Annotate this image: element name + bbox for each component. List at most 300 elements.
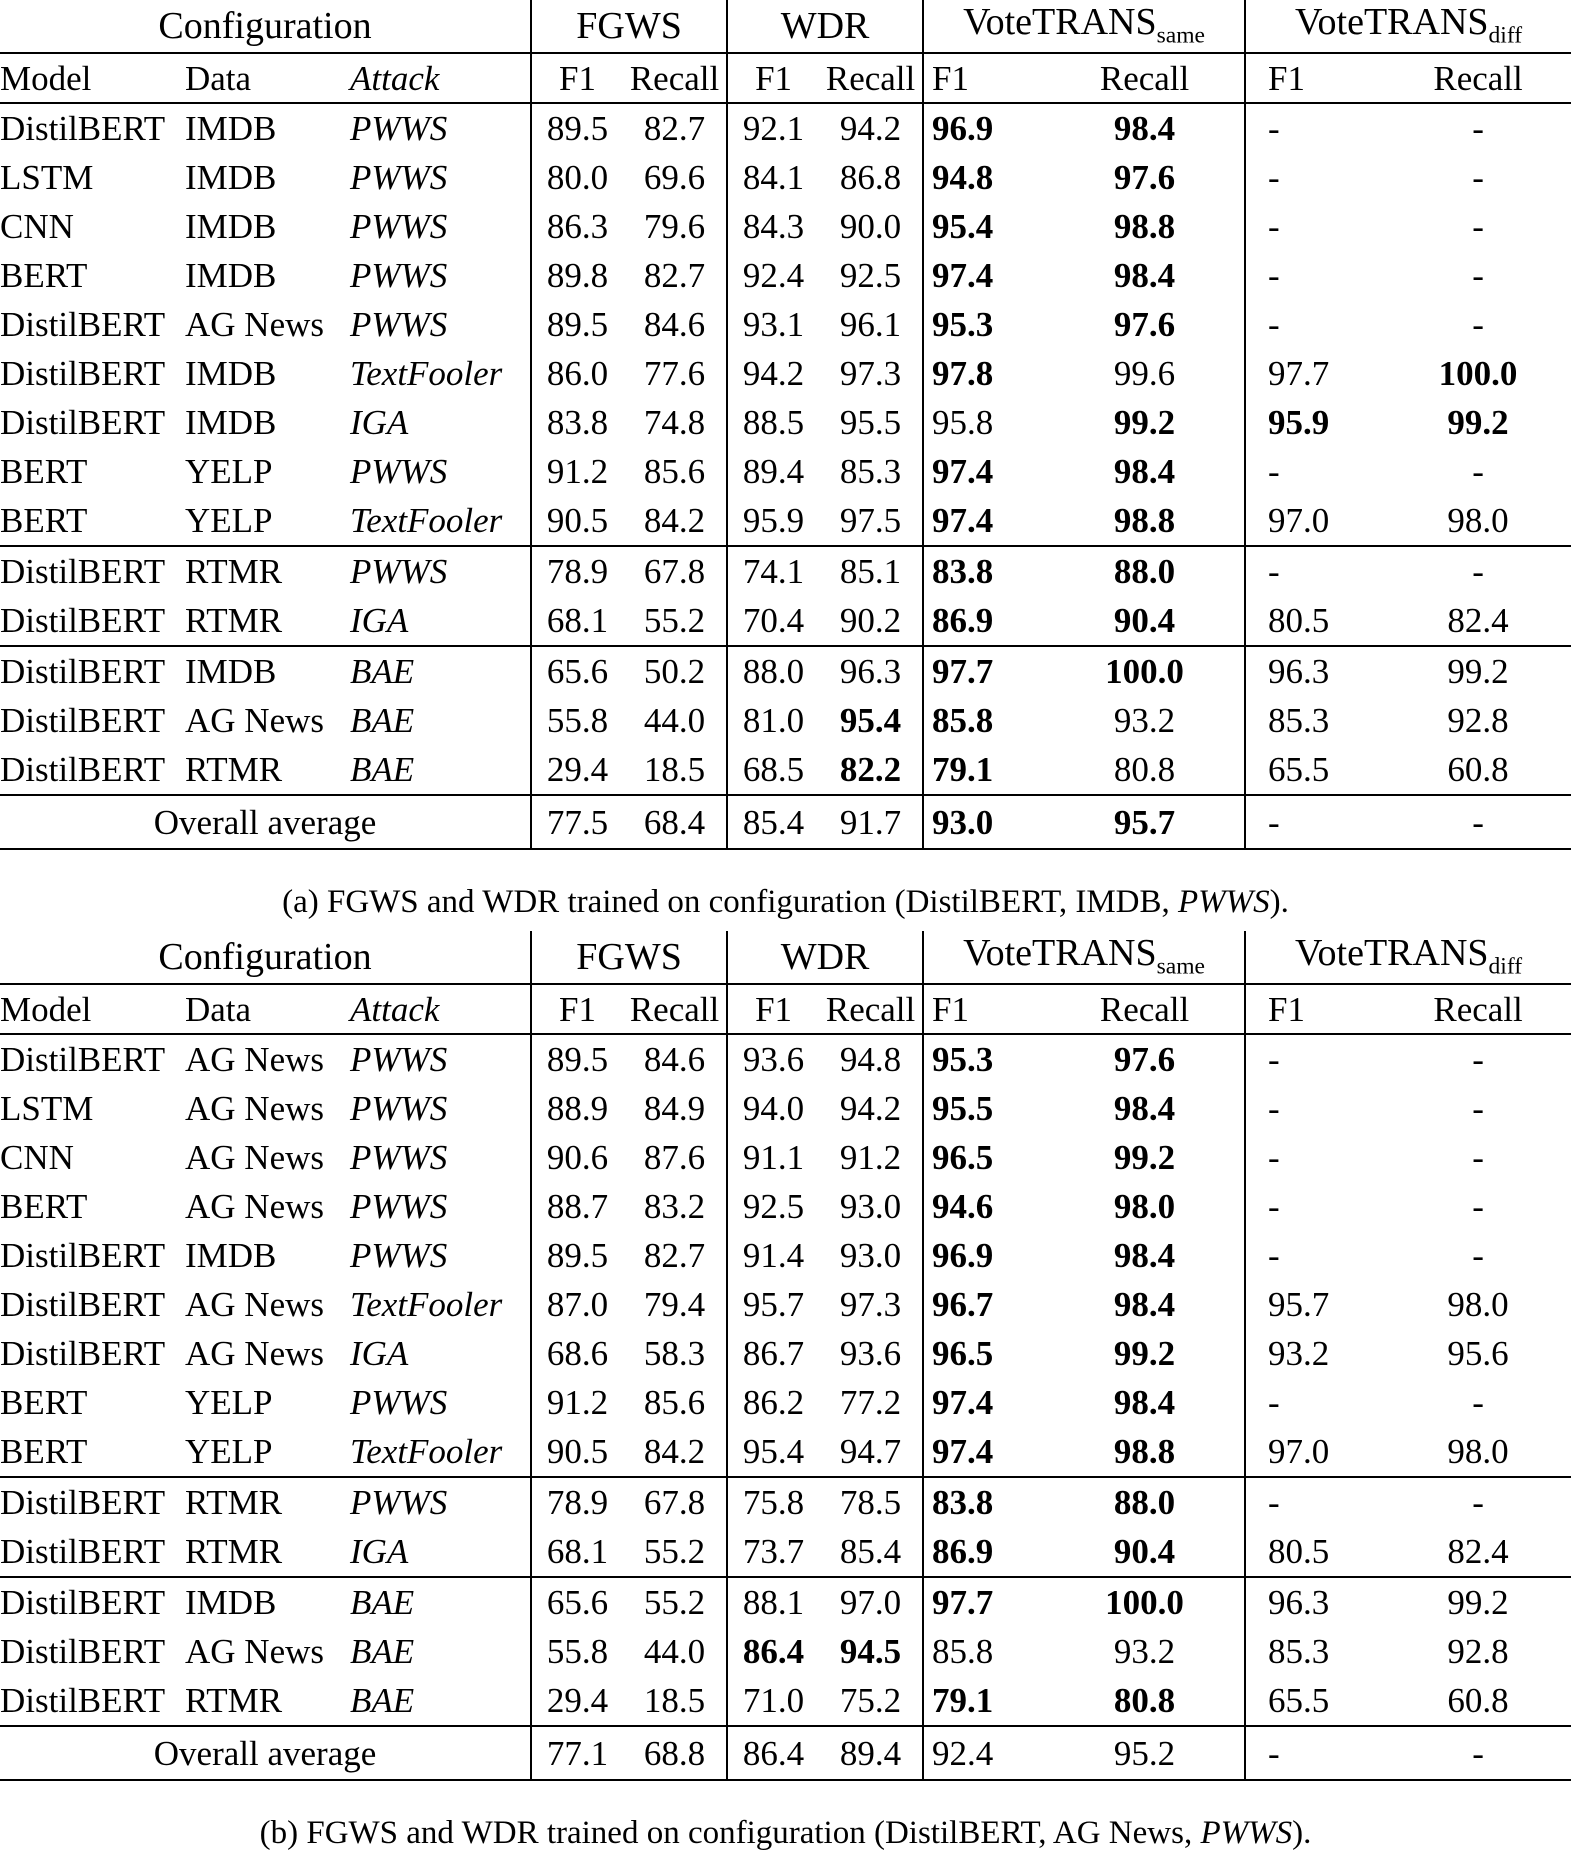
header-votetrans-diff-base: VoteTRANS [1294,932,1489,975]
cell-vtd-f1: - [1245,1182,1385,1231]
cell-data: YELP [185,1383,273,1422]
cell-attack: PWWS [350,552,448,591]
table-row [0,1133,1571,1182]
cell-vtd-f1: - [1245,153,1385,202]
table-row [0,1231,1571,1280]
avg-vts-f1: 92.4 [923,1726,1045,1780]
overall-average-label: Overall average [0,1726,531,1780]
cell-fgws-recall: 84.6 [623,1034,727,1084]
header-vtd-recall: Recall [1385,984,1571,1034]
cell-vtd-f1: 96.3 [1245,1577,1385,1627]
cell-model: DistilBERT [0,305,166,344]
cell-wdr-f1: 94.0 [727,1084,819,1133]
cell-vtd-f1: - [1245,546,1385,596]
cell-vts-f1: 95.5 [923,1084,1045,1133]
cell-fgws-recall: 18.5 [623,1676,727,1726]
cell-vts-recall: 99.2 [1113,1334,1176,1373]
table-row [0,1427,1571,1477]
cell-wdr-recall: 91.2 [839,1138,902,1177]
header-votetrans-same-sub: same [1156,954,1206,981]
cell-attack: BAE [350,1583,415,1622]
cell-wdr-f1: 93.1 [727,300,819,349]
cell-attack: IGA [350,1334,409,1373]
table-row [0,1329,1571,1378]
cell-vts-f1: 95.3 [923,300,1045,349]
caption-prefix: (a) FGWS and WDR trained on configuration (DistilBERT, IMDB, [282,884,1179,920]
cell-vtd-recall: 99.2 [1447,403,1509,442]
cell-attack: BAE [350,1632,415,1671]
cell-vtd-f1: 85.3 [1245,696,1385,745]
header-data: Data [185,984,350,1034]
cell-fgws-f1: 90.6 [531,1133,623,1182]
cell-vtd-recall: - [1472,1383,1484,1422]
cell-wdr-f1: 81.0 [727,696,819,745]
avg-wdr-recall: 89.4 [819,1726,923,1780]
cell-attack: PWWS [350,256,448,295]
cell-wdr-f1: 84.1 [727,153,819,202]
cell-fgws-f1: 89.5 [531,103,623,153]
cell-model: DistilBERT [0,596,185,646]
table-row [0,1182,1571,1231]
avg-wdr-f1: 86.4 [727,1726,819,1780]
cell-attack: PWWS [350,305,448,344]
cell-attack: IGA [350,403,409,442]
cell-model: DistilBERT [0,1483,166,1522]
cell-fgws-recall: 82.7 [643,256,706,295]
cell-vtd-recall: 99.2 [1447,652,1509,691]
cell-vts-recall: 80.8 [1045,745,1245,795]
table-row [0,251,1571,300]
cell-model: BERT [0,1427,185,1477]
caption-suffix: ). [1292,1815,1312,1851]
cell-model: CNN [0,1138,74,1177]
cell-fgws-recall: 84.9 [643,1089,706,1128]
cell-attack: TextFooler [350,1285,503,1324]
cell-wdr-recall: 86.8 [839,158,902,197]
table-row [0,696,1571,745]
cell-vts-recall: 100.0 [1105,652,1184,691]
header-fgws: FGWS [531,931,727,984]
table-row [0,398,1571,447]
avg-wdr-f1: 85.4 [727,795,819,849]
avg-vts-f1: 93.0 [923,795,1045,849]
header-votetrans-same-base: VoteTRANS [963,932,1157,975]
cell-vtd-recall: - [1472,452,1484,491]
header-votetrans-diff [1245,0,1571,53]
header-vts-recall: Recall [1045,984,1245,1034]
cell-fgws-f1: 68.1 [531,596,623,646]
header-wdr: WDR [727,0,923,53]
cell-vtd-recall: 99.2 [1447,1583,1509,1622]
cell-data: AG News [185,305,325,344]
table-a [0,0,1571,850]
cell-attack: PWWS [350,1138,448,1177]
cell-wdr-f1: 68.5 [727,745,819,795]
cell-model: DistilBERT [0,403,166,442]
cell-data: RTMR [185,596,350,646]
cell-fgws-recall: 44.0 [643,1632,706,1671]
cell-model: BERT [0,1187,88,1226]
cell-vtd-recall: - [1472,1236,1484,1275]
cell-vts-f1: 96.5 [923,1133,1045,1182]
cell-wdr-f1: 88.1 [727,1577,819,1627]
cell-vts-recall: 98.4 [1045,103,1245,153]
cell-vts-f1: 95.3 [923,1034,1045,1084]
header-votetrans-diff [1245,931,1571,984]
cell-wdr-recall: 97.5 [819,496,923,546]
cell-vtd-f1: - [1245,447,1385,496]
caption-attack-name: PWWS [1200,1815,1293,1851]
cell-vts-recall: 80.8 [1045,1676,1245,1726]
cell-model: DistilBERT [0,1285,166,1324]
cell-model: DistilBERT [0,1334,166,1373]
cell-wdr-recall: 96.1 [839,305,902,344]
cell-attack: TextFooler [350,354,503,393]
cell-vts-f1: 83.8 [923,546,1045,596]
header-data: Data [185,53,350,103]
table-row [0,1627,1571,1676]
cell-wdr-f1: 84.3 [727,202,819,251]
avg-vtd-f1: - [1245,1726,1385,1780]
cell-model: BERT [0,256,88,295]
header-votetrans-same [923,931,1245,984]
table-row [0,1084,1571,1133]
cell-wdr-f1: 91.1 [727,1133,819,1182]
cell-wdr-recall: 92.5 [839,256,902,295]
cell-attack: PWWS [350,1089,448,1128]
cell-wdr-recall: 94.2 [839,1089,902,1128]
table-row [0,1527,1571,1577]
cell-vts-recall: 88.0 [1113,552,1176,591]
table-body [0,1034,1571,1780]
cell-fgws-f1: 83.8 [531,398,623,447]
cell-data: IMDB [185,158,277,197]
cell-vtd-recall: - [1472,256,1484,295]
cell-fgws-f1: 78.9 [531,546,623,596]
cell-data: IMDB [185,403,277,442]
cell-data: YELP [185,1427,350,1477]
overall-average-row [0,795,1571,849]
cell-vts-recall: 98.4 [1113,1089,1176,1128]
cell-model: DistilBERT [0,1676,185,1726]
cell-data: RTMR [185,1483,283,1522]
cell-vtd-f1: - [1245,103,1385,153]
cell-vts-recall: 88.0 [1113,1483,1176,1522]
table-row [0,596,1571,646]
cell-data: IMDB [185,256,277,295]
cell-wdr-recall: 94.8 [819,1034,923,1084]
cell-data: AG News [185,1334,325,1373]
table-header [0,931,1571,1034]
header-vtd-f1: F1 [1245,53,1385,103]
overall-average-row [0,1726,1571,1780]
cell-fgws-f1: 89.5 [531,300,623,349]
avg-vtd-recall: - [1385,795,1571,849]
cell-vts-recall: 98.4 [1113,1285,1176,1324]
cell-vts-f1: 85.8 [923,696,1045,745]
avg-wdr-recall: 91.7 [819,795,923,849]
cell-vts-recall: 98.4 [1113,452,1176,491]
cell-model: BERT [0,496,185,546]
cell-wdr-recall: 93.0 [839,1236,902,1275]
cell-fgws-f1: 65.6 [531,646,623,696]
cell-vtd-recall: - [1472,1187,1484,1226]
cell-vtd-recall: - [1385,1034,1571,1084]
cell-data: RTMR [185,745,350,795]
header-fgws: FGWS [531,0,727,53]
cell-fgws-f1: 78.9 [531,1477,623,1527]
cell-vtd-recall: 60.8 [1385,1676,1571,1726]
avg-fgws-recall: 68.8 [623,1726,727,1780]
cell-model: DistilBERT [0,1236,166,1275]
cell-model: DistilBERT [0,354,166,393]
cell-vtd-recall: - [1472,207,1484,246]
cell-data: AG News [185,1285,325,1324]
cell-wdr-recall: 93.6 [839,1334,902,1373]
header-vts-f1: F1 [923,53,1045,103]
cell-model: DistilBERT [0,103,185,153]
table-b [0,931,1571,1781]
cell-vts-recall: 97.6 [1113,305,1176,344]
cell-fgws-recall: 84.2 [623,496,727,546]
cell-vts-recall: 97.6 [1113,158,1176,197]
cell-data: IMDB [185,652,277,691]
cell-vtd-recall: - [1472,552,1484,591]
cell-vts-f1: 97.4 [923,1427,1045,1477]
cell-wdr-f1: 92.1 [727,103,819,153]
cell-vts-recall: 90.4 [1045,596,1245,646]
cell-fgws-f1: 29.4 [531,1676,623,1726]
cell-data: RTMR [185,552,283,591]
cell-fgws-f1: 91.2 [531,1378,623,1427]
cell-vts-f1: 86.9 [923,1527,1045,1577]
cell-wdr-f1: 88.5 [727,398,819,447]
cell-model: DistilBERT [0,1527,185,1577]
cell-fgws-recall: 50.2 [643,652,706,691]
cell-wdr-f1: 86.7 [727,1329,819,1378]
cell-attack: PWWS [350,207,448,246]
cell-fgws-recall: 79.4 [643,1285,706,1324]
cell-fgws-f1: 68.1 [531,1527,623,1577]
cell-vtd-f1: 80.5 [1245,596,1385,646]
cell-wdr-recall: 78.5 [839,1483,902,1522]
cell-fgws-f1: 90.5 [531,496,623,546]
header-votetrans-diff-base: VoteTRANS [1294,1,1489,44]
cell-vtd-recall: 92.8 [1447,1632,1509,1671]
cell-attack: BAE [350,1676,531,1726]
table-row [0,1034,1571,1084]
cell-vtd-f1: 97.0 [1245,1427,1385,1477]
cell-wdr-f1: 71.0 [727,1676,819,1726]
header-wdr-f1: F1 [727,53,819,103]
cell-model: CNN [0,207,74,246]
cell-fgws-recall: 67.8 [643,1483,706,1522]
table-row [0,646,1571,696]
cell-vts-f1: 85.8 [923,1627,1045,1676]
table-row [0,300,1571,349]
header-fgws-recall: Recall [623,984,727,1034]
cell-vts-f1: 96.7 [923,1280,1045,1329]
cell-model: BERT [0,1383,88,1422]
caption-suffix: ). [1269,884,1289,920]
cell-fgws-f1: 89.5 [531,1231,623,1280]
cell-attack: TextFooler [350,496,531,546]
cell-fgws-recall: 84.6 [643,305,706,344]
cell-data: RTMR [185,1676,350,1726]
table-caption [0,850,1571,931]
cell-fgws-f1: 86.0 [531,349,623,398]
header-wdr-recall: Recall [819,984,923,1034]
caption-attack-name: PWWS [1178,884,1270,920]
cell-vtd-recall: 82.4 [1385,596,1571,646]
cell-wdr-recall: 90.2 [819,596,923,646]
header-fgws-f1: F1 [531,53,623,103]
cell-vts-f1: 96.9 [923,1231,1045,1280]
cell-model: LSTM [0,158,94,197]
cell-wdr-recall: 97.3 [839,354,902,393]
avg-vtd-f1: - [1245,795,1385,849]
cell-model: LSTM [0,1089,94,1128]
cell-vtd-recall: - [1472,158,1484,197]
cell-model: DistilBERT [0,652,166,691]
cell-fgws-f1: 89.8 [531,251,623,300]
table-row [0,447,1571,496]
cell-wdr-f1: 86.2 [727,1378,819,1427]
overall-average-label: Overall average [0,795,531,849]
cell-wdr-recall: 95.5 [839,403,902,442]
cell-data: YELP [185,452,273,491]
cell-wdr-f1: 93.6 [727,1034,819,1084]
cell-vts-recall: 98.8 [1113,207,1176,246]
cell-vtd-f1: - [1245,1034,1385,1084]
cell-data: AG News [185,1187,325,1226]
cell-fgws-f1: 87.0 [531,1280,623,1329]
cell-model: DistilBERT [0,552,166,591]
header-configuration: Configuration [158,936,372,978]
cell-vts-recall: 99.6 [1113,354,1176,393]
header-sub-row [0,984,1571,1034]
cell-vts-recall: 99.2 [1113,403,1176,442]
cell-fgws-f1: 29.4 [531,745,623,795]
cell-fgws-f1: 65.6 [531,1577,623,1627]
cell-fgws-recall: 87.6 [643,1138,706,1177]
cell-model: DistilBERT [0,745,185,795]
cell-fgws-recall: 69.6 [643,158,706,197]
cell-fgws-recall: 55.2 [623,596,727,646]
cell-data: IMDB [185,354,277,393]
cell-attack: PWWS [350,1383,448,1422]
header-wdr-f1: F1 [727,984,819,1034]
header-vtd-f1: F1 [1245,984,1385,1034]
cell-attack: PWWS [350,452,448,491]
cell-vts-f1: 97.7 [923,1577,1045,1627]
cell-data: AG News [185,1138,325,1177]
cell-vtd-f1: 65.5 [1245,745,1385,795]
cell-wdr-f1: 88.0 [727,646,819,696]
header-wdr-recall: Recall [819,53,923,103]
table-row [0,745,1571,795]
cell-wdr-recall: 90.0 [839,207,902,246]
cell-wdr-recall: 95.4 [839,701,902,740]
cell-wdr-f1: 95.9 [727,496,819,546]
header-group-row [0,0,1571,53]
table-row [0,202,1571,251]
cell-vts-f1: 79.1 [923,745,1045,795]
cell-vts-recall: 97.6 [1045,1034,1245,1084]
cell-fgws-recall: 77.6 [643,354,706,393]
cell-vts-recall: 100.0 [1105,1583,1184,1622]
cell-vtd-f1: 65.5 [1245,1676,1385,1726]
header-group-row [0,931,1571,984]
cell-fgws-recall: 55.2 [623,1527,727,1577]
table-row [0,546,1571,596]
cell-wdr-recall: 85.3 [839,452,902,491]
cell-wdr-f1: 89.4 [727,447,819,496]
cell-vts-recall: 99.2 [1113,1138,1176,1177]
cell-vts-f1: 79.1 [923,1676,1045,1726]
header-votetrans-diff-sub: diff [1488,23,1523,50]
cell-data: RTMR [185,1527,350,1577]
table-caption [0,1781,1571,1862]
cell-vts-f1: 86.9 [923,596,1045,646]
cell-fgws-f1: 68.6 [531,1329,623,1378]
cell-vtd-f1: - [1245,1378,1385,1427]
cell-vtd-f1: 97.7 [1245,349,1385,398]
cell-vtd-f1: 96.3 [1245,646,1385,696]
cell-wdr-f1: 92.5 [727,1182,819,1231]
cell-vtd-f1: 93.2 [1245,1329,1385,1378]
cell-data: AG News [185,1034,350,1084]
avg-vts-recall: 95.2 [1045,1726,1245,1780]
cell-data: IMDB [185,207,277,246]
cell-vtd-recall: - [1472,1138,1484,1177]
table-row [0,153,1571,202]
header-vts-recall: Recall [1045,53,1245,103]
table-row [0,1577,1571,1627]
cell-fgws-recall: 74.8 [643,403,706,442]
cell-data: AG News [185,1089,325,1128]
cell-vtd-recall: 60.8 [1385,745,1571,795]
cell-data: YELP [185,496,350,546]
cell-fgws-recall: 58.3 [643,1334,706,1373]
cell-wdr-recall: 96.3 [839,652,902,691]
cell-fgws-f1: 86.3 [531,202,623,251]
cell-vtd-f1: 85.3 [1245,1627,1385,1676]
header-model: Model [0,53,185,103]
cell-vts-recall: 98.4 [1113,1383,1176,1422]
cell-vtd-recall: - [1385,103,1571,153]
header-votetrans-same [923,0,1245,53]
cell-vtd-f1: - [1245,300,1385,349]
cell-vts-f1: 97.4 [923,1378,1045,1427]
cell-vts-f1: 95.4 [923,202,1045,251]
cell-wdr-f1: 70.4 [727,596,819,646]
cell-vts-recall: 98.4 [1113,256,1176,295]
cell-attack: TextFooler [350,1427,531,1477]
cell-vts-f1: 94.8 [923,153,1045,202]
cell-model: DistilBERT [0,1583,166,1622]
cell-wdr-recall: 94.7 [819,1427,923,1477]
cell-attack: BAE [350,745,531,795]
cell-fgws-recall: 82.7 [623,103,727,153]
cell-fgws-recall: 84.2 [623,1427,727,1477]
cell-vts-recall: 90.4 [1045,1527,1245,1577]
cell-vtd-recall: 92.8 [1447,701,1509,740]
cell-model: BERT [0,452,88,491]
cell-attack: IGA [350,1527,531,1577]
cell-fgws-f1: 88.9 [531,1084,623,1133]
cell-wdr-recall: 82.2 [819,745,923,795]
